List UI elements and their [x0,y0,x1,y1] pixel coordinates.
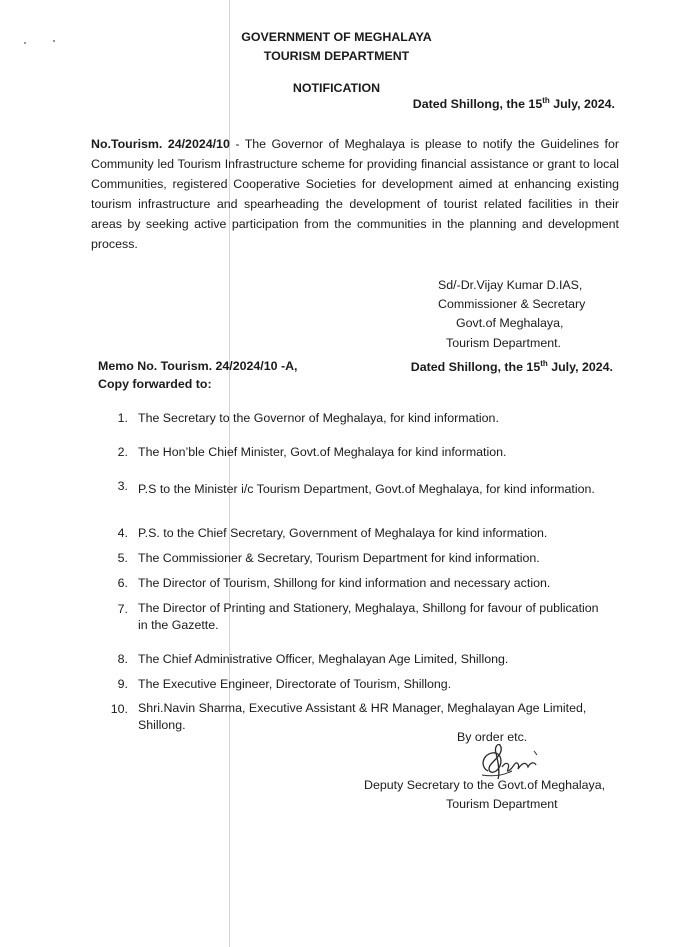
signatory-block [438,276,585,353]
memo-number: Memo No. Tourism. 24/2024/10 -A, [98,359,298,373]
deputy-department: Tourism Department [446,796,558,811]
notification-text: - The Governor of Meghalaya is please to notify the Guidelines for Community led Tourism Infrastructure scheme for providing financial assistance or grant to local Communities, registered Cooperative Societies for development aimed at enhancing existing tourism infrastructure and spearheading the development of tourist related facilities in their areas by seeking active participation from the communities in the planning and development process. [91,137,619,252]
notification-date: Dated Shillong, the 15th July, 2024. [412,96,615,112]
notification-body [91,134,619,255]
signatory-govt: Govt.of Meghalaya, [456,316,564,331]
copy-forwarded-label: Copy forwarded to: [98,376,212,391]
signatory-name: Sd/-Dr.Vijay Kumar D.IAS, [438,278,583,292]
govt-name: GOVERNMENT OF MEGHALAYA [241,30,432,44]
signatory-designation: Commissioner & Secretary [438,297,586,312]
memo-block [98,358,297,394]
deputy-designation: Deputy Secretary to the Govt.of Meghalaya, [364,778,606,792]
department-name: TOURISM DEPARTMENT [263,48,410,63]
notification-number: No.Tourism. 24/2024/10 [91,137,230,151]
letterhead [0,28,673,65]
by-order-text: By order etc. [457,730,528,744]
signatory-department: Tourism Department. [446,335,561,350]
deputy-secretary-block [364,776,605,813]
notification-title: NOTIFICATION [292,81,381,95]
memo-date: Dated Shillong, the 15th July, 2024. [410,359,613,375]
